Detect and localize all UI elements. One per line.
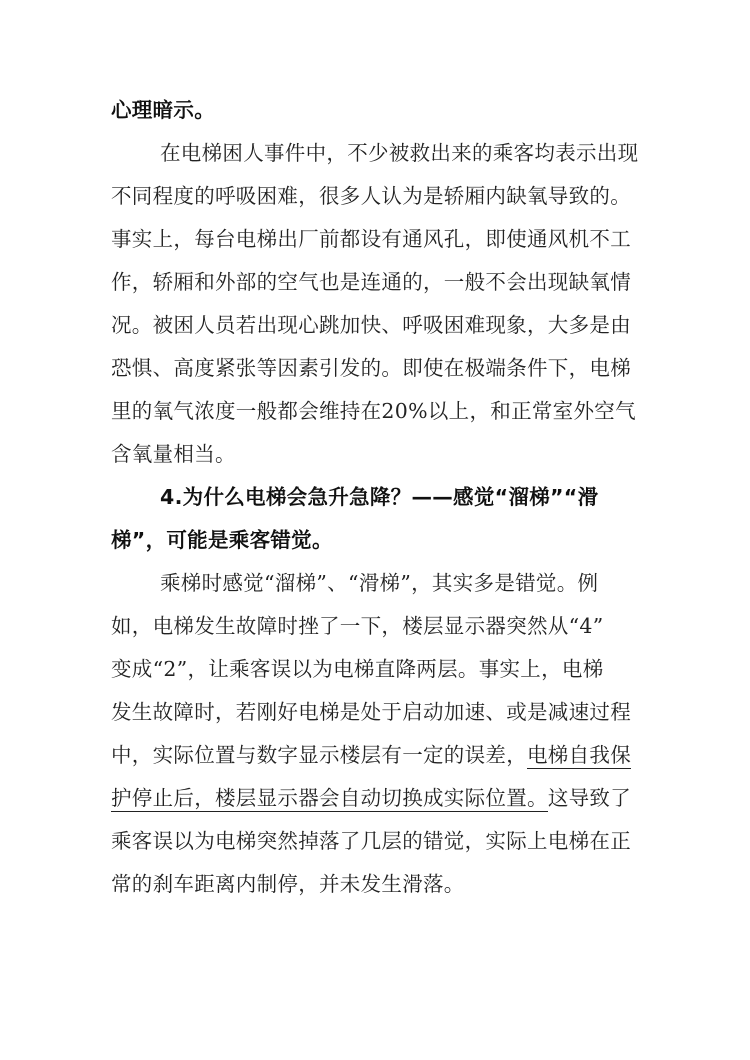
text-line	[111, 824, 631, 858]
text-line	[111, 222, 631, 256]
text-line	[111, 609, 604, 643]
line-text: 4.为什么电梯会急升急降？——感觉“溜梯”“滑	[160, 485, 599, 509]
line-text: 中，实际位置与数字显示楼层有一定的误差，	[111, 743, 527, 767]
line-text: 如，电梯发生故障时挫了一下，楼层显示器突然从“4”	[111, 614, 604, 638]
text-line	[111, 652, 604, 686]
section-heading	[160, 480, 598, 514]
line-text: 心理暗示。	[111, 98, 215, 122]
line-text: 里的氧气浓度一般都会维持在20%以上，和正常室外空气	[111, 399, 636, 423]
text-line	[111, 738, 631, 772]
text-line	[111, 351, 631, 385]
line-text: 作，轿厢和外部的空气也是连通的，一般不会出现缺氧情	[111, 270, 631, 294]
line-text: 梯”，可能是乘客错觉。	[111, 528, 333, 552]
text-line	[111, 781, 631, 815]
line-text: 况。被困人员若出现心跳加快、呼吸困难现象，大多是由	[111, 313, 631, 337]
text-line	[111, 867, 465, 901]
line-text: 发生故障时，若刚好电梯是处于启动加速、或是减速过程	[111, 700, 631, 724]
text-line	[160, 136, 638, 170]
line-text: 这导致了	[547, 786, 632, 810]
line-text: 常的刹车距离内制停，并未发生滑落。	[111, 872, 465, 896]
line-text: 变成“2”，让乘客误以为电梯直降两层。事实上，电梯	[111, 657, 604, 681]
line-text: 恐惧、高度紧张等因素引发的。即使在极端条件下，电梯	[111, 356, 631, 380]
text-line	[111, 308, 631, 342]
text-line	[111, 93, 215, 127]
underlined-text: 护停止后，楼层显示器会自动切换成实际位置。	[111, 786, 548, 810]
text-line	[111, 179, 631, 213]
text-line	[111, 265, 631, 299]
line-text: 乘梯时感觉“溜梯”、“滑梯”，其实多是错觉。例	[160, 571, 599, 595]
line-text: 不同程度的呼吸困难，很多人认为是轿厢内缺氧导致的。	[111, 184, 631, 208]
text-line	[160, 566, 598, 600]
line-text: 含氧量相当。	[111, 442, 236, 466]
section-heading	[111, 523, 333, 557]
text-line	[111, 394, 636, 428]
text-line	[111, 695, 631, 729]
underlined-text: 电梯自我保	[527, 743, 631, 767]
line-text: 事实上，每台电梯出厂前都设有通风孔，即使通风机不工	[111, 227, 631, 251]
text-line	[111, 437, 236, 471]
line-text: 乘客误以为电梯突然掉落了几层的错觉，实际上电梯在正	[111, 829, 631, 853]
line-text: 在电梯困人事件中，不少被救出来的乘客均表示出现	[160, 141, 639, 165]
